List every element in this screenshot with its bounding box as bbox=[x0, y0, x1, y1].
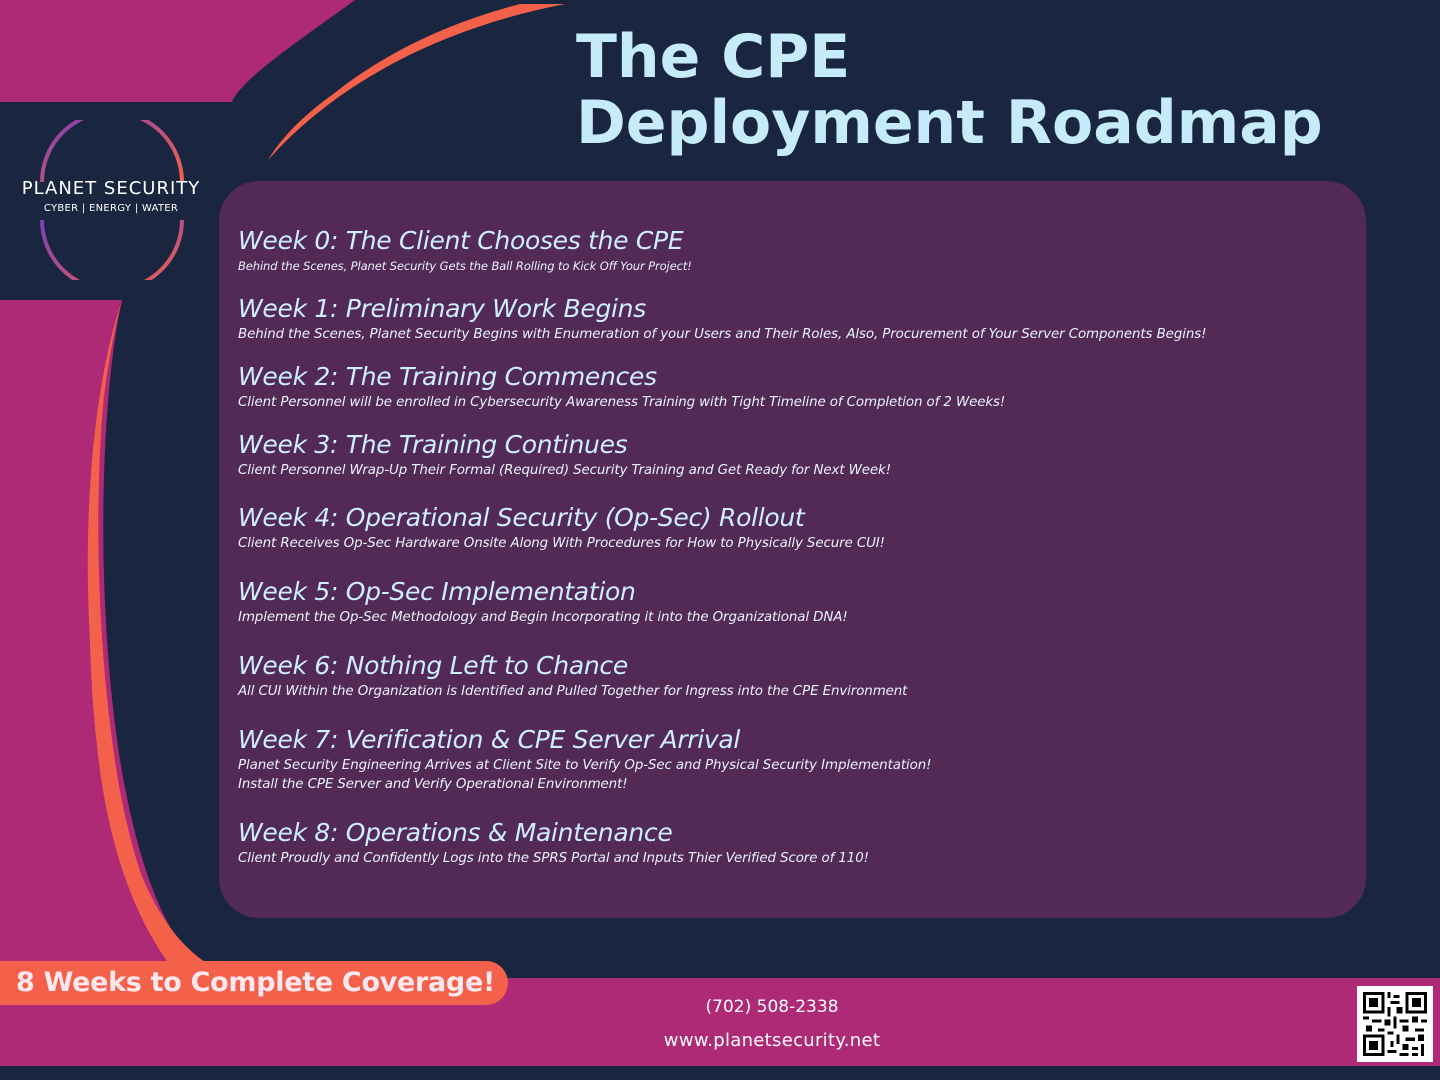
week-4-item bbox=[238, 503, 885, 553]
phone-number[interactable]: (702) 508-2338 bbox=[705, 997, 839, 1017]
week-title: Week 3: The Training Continues bbox=[238, 430, 628, 459]
week-title: Week 6: Nothing Left to Chance bbox=[238, 651, 628, 680]
website-link[interactable]: www.planetsecurity.net bbox=[663, 1030, 881, 1051]
week-description: Client Receives Op-Sec Hardware Onsite Along With Procedures for How to Physically Secure CUI! bbox=[238, 536, 885, 551]
week-1-item bbox=[238, 294, 1206, 344]
title-line-1: The CPE bbox=[576, 22, 851, 92]
week-description: Implement the Op-Sec Methodology and Begin Incorporating it into the Organizational DNA! bbox=[238, 610, 848, 625]
week-title: Week 7: Verification & CPE Server Arrival bbox=[238, 725, 741, 754]
week-5-item bbox=[238, 577, 848, 627]
week-description: Behind the Scenes, Planet Security Begins with Enumeration of your Users and Their Roles, Also, Procurement of Your Server Components Begins! bbox=[238, 327, 1207, 342]
week-title: Week 1: Preliminary Work Begins bbox=[238, 294, 646, 323]
week-title: Week 5: Op-Sec Implementation bbox=[238, 577, 636, 606]
logo-name: PLANET SECURITY bbox=[21, 178, 201, 199]
week-title: Week 8: Operations & Maintenance bbox=[238, 818, 673, 847]
footer-bottom-strip bbox=[0, 1066, 1440, 1080]
qr-code-icon[interactable] bbox=[1357, 986, 1433, 1062]
week-title: Week 0: The Client Chooses the CPE bbox=[238, 226, 684, 255]
week-description: Behind the Scenes, Planet Security Gets the Ball Rolling to Kick Off Your Project! bbox=[238, 259, 692, 273]
week-title: Week 4: Operational Security (Op-Sec) Rollout bbox=[238, 503, 805, 532]
logo-ring bbox=[0, 120, 222, 280]
week-description: All CUI Within the Organization is Identified and Pulled Together for Ingress into the CPE Environment bbox=[238, 684, 908, 699]
week-2-item bbox=[238, 362, 1005, 412]
top-left-magenta-shape bbox=[0, 0, 355, 102]
week-0-item bbox=[238, 226, 692, 276]
week-description-2: Install the CPE Server and Verify Operational Environment! bbox=[238, 777, 628, 792]
week-8-item bbox=[238, 818, 869, 868]
week-7-item bbox=[238, 725, 931, 794]
page-title bbox=[576, 24, 1323, 156]
week-description: Client Personnel Wrap-Up Their Formal (Required) Security Training and Get Ready for Next Week! bbox=[238, 463, 891, 478]
week-6-item bbox=[238, 651, 907, 701]
week-description: Planet Security Engineering Arrives at Client Site to Verify Op-Sec and Physical Security Implementation! bbox=[238, 758, 932, 773]
week-title: Week 2: The Training Commences bbox=[238, 362, 657, 391]
coverage-banner: 8 Weeks to Complete Coverage! bbox=[0, 961, 508, 1005]
logo-tagline: CYBER | ENERGY | WATER bbox=[43, 203, 179, 214]
title-line-2: Deployment Roadmap bbox=[576, 88, 1323, 158]
week-description: Client Personnel will be enrolled in Cybersecurity Awareness Training with Tight Timeline of Completion of 2 Weeks! bbox=[238, 395, 1006, 410]
week-description: Client Proudly and Confidently Logs into the SPRS Portal and Inputs Thier Verified Score of 110! bbox=[238, 851, 869, 866]
week-3-item bbox=[238, 430, 891, 480]
